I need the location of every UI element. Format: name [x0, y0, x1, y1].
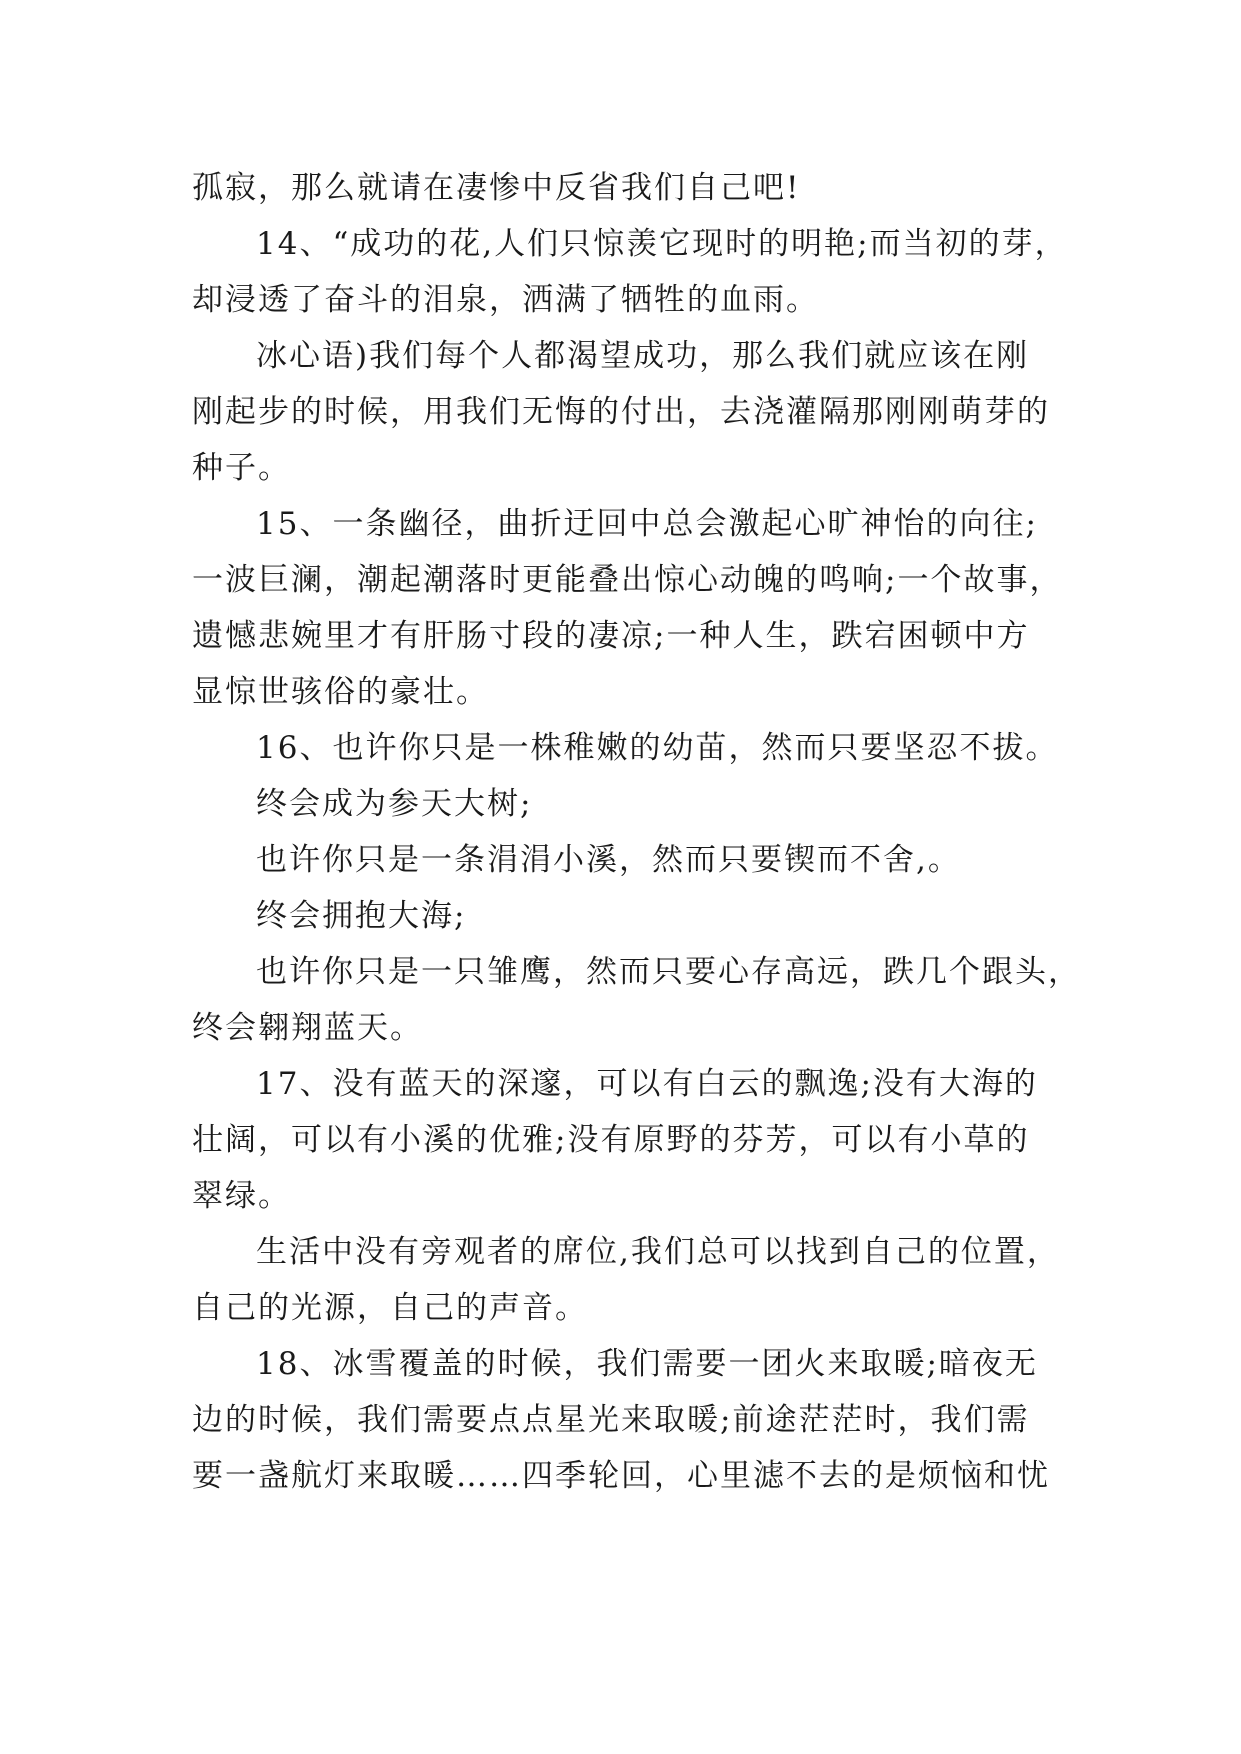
text-line: 一波巨澜，潮起潮落时更能叠出惊心动魄的鸣响;一个故事， [192, 562, 1063, 598]
text-line: 边的时候，我们需要点点星光来取暖;前途茫茫时，我们需 [192, 1402, 1030, 1438]
text-line: 却浸透了奋斗的泪泉，洒满了牺牲的血雨。 [192, 282, 819, 318]
text-line: 17、没有蓝天的深邃，可以有白云的飘逸;没有大海的 [256, 1066, 1038, 1102]
text-line: 刚起步的时候，用我们无悔的付出，去浇灌隔那刚刚萌芽的 [192, 394, 1050, 430]
text-line: 18、冰雪覆盖的时候，我们需要一团火来取暖;暗夜无 [256, 1346, 1038, 1382]
text-line: 也许你只是一条涓涓小溪，然而只要锲而不舍,。 [256, 842, 961, 878]
text-line: 种子。 [192, 450, 291, 486]
text-line: 终会拥抱大海; [256, 898, 467, 934]
text-line: 也许你只是一只雏鹰，然而只要心存高远，跌几个跟头， [256, 954, 1081, 990]
text-line: 孤寂，那么就请在凄惨中反省我们自己吧! [192, 170, 801, 206]
text-line: 14、“成功的花,人们只惊羡它现时的明艳;而当初的芽， [256, 226, 1068, 262]
text-line: 翠绿。 [192, 1178, 291, 1214]
text-line: 要一盏航灯来取暖……四季轮回，心里滤不去的是烦恼和忧 [192, 1458, 1050, 1494]
text-line: 终会成为参天大树; [256, 786, 533, 822]
text-line: 16、也许你只是一株稚嫩的幼苗，然而只要坚忍不拔。 [256, 730, 1059, 766]
text-line: 生活中没有旁观者的席位,我们总可以找到自己的位置， [256, 1234, 1060, 1270]
text-line: 壮阔，可以有小溪的优雅;没有原野的芬芳，可以有小草的 [192, 1122, 1030, 1158]
text-line: 15、一条幽径，曲折迂回中总会激起心旷神怡的向往; [256, 506, 1038, 542]
text-line: 终会翱翔蓝天。 [192, 1010, 423, 1046]
text-line: 冰心语)我们每个人都渴望成功，那么我们就应该在刚 [256, 338, 1030, 374]
text-line: 自己的光源，自己的声音。 [192, 1290, 588, 1326]
text-line: 遗憾悲婉里才有肝肠寸段的凄凉;一种人生，跌宕困顿中方 [192, 618, 1030, 654]
text-line: 显惊世骇俗的豪壮。 [192, 674, 489, 710]
